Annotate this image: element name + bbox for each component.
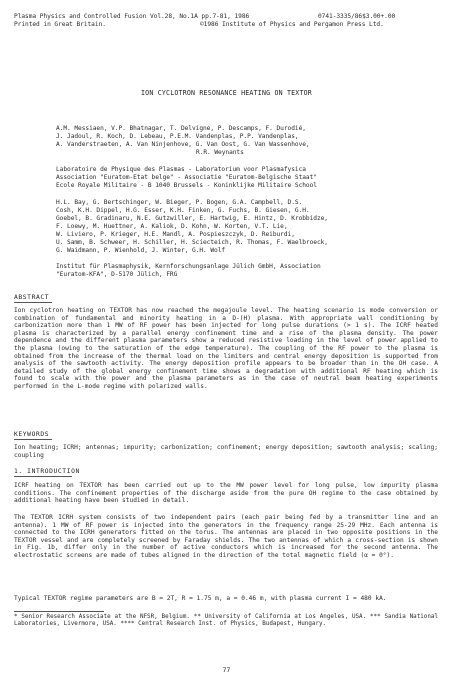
authors-group-2-line: H.L. Bay, G. Bertschinger, W. Bieger, P. Bogen, G.A. Campbell, D.S. [56,199,303,206]
authors-group-2-line: Cosh, K.H. Dippel, H.G. Esser, K.H. Finken, G. Fuchs, B. Giesen, G.H. [56,207,310,214]
authors-group-1-line: R.R. Weynants [196,149,244,156]
affiliation-2-line: Institut für Plasmaphysik, Kernforschungsanlage Jülich GmbH, Association [56,263,321,270]
authors-group-2-line: W. Liviero, P. Krieger, H.E. Mandl, A. Pospieszczyk, D. Reiburdi, [56,231,295,238]
abstract-heading-underline [14,302,52,303]
introduction-heading: 1. INTRODUCTION [14,468,80,475]
keywords-body: Ion heating; ICRH; antennas; impurity; carbonization; confinement; energy deposition; sawtooth analysis; scaling; coupling [14,444,438,459]
header-copyright: ©1986 Institute of Physics and Pergamon Press Ltd. [200,21,384,28]
authors-group-2-line: G. Waidmann, P. Wienhold, J. Winter, G.H. Wolf [56,247,226,254]
page-number: 77 [222,666,231,674]
authors-group-1-line: A.M. Messiaen, V.P. Bhatnagar, T. Delvigne, P. Descamps, F. Durodié, [56,125,306,132]
authors-group-2-line: F. Loewy, M. Huettner, A. Kaliok, D. Kohn, W. Korten, V.T. Lie, [56,223,288,230]
affiliation-1-line: Laboratoire de Physique des Plasmas - Laboratorium voor Plasmafysica [56,166,306,173]
introduction-paragraph-3: Typical TEXTOR regime parameters are B = 2T, R = 1.75 m, a = 0.46 m, with plasma current I = 480 kA. [14,595,387,602]
affiliation-1-line: Ecole Royale Militaire - B 1040 Brussels - Koninklijke Militaire School [56,182,317,189]
affiliation-1-line: Association "Euratom-Etat belge" - Associatie "Euratom-Belgische Staat" [56,174,317,181]
footnote-text: * Senior Research Associate at the NFSR, Belgium. ** University of California at Los Angeles, USA. *** Sandia National Laboratories, Livermore, USA. **** Central Research Inst. of Physics, Budapest, Hungary. [14,614,438,627]
authors-group-1-line: J. Jadoul, R. Koch, D. Lebeau, P.E.M. Vandenplas, P.P. Vandenplas, [56,133,299,140]
abstract-heading: ABSTRACT [14,294,50,301]
keywords-heading-underline [14,439,52,440]
footnote-separator [14,611,104,612]
authors-group-2-line: Goebel, B. Gradinaru, N.E. Gutzwiller, E. Hartwig, E. Hintz, D. Krobbidze, [56,215,328,222]
introduction-heading-underline [14,476,72,477]
affiliation-2-line: "Euratom-KFA", D-5170 Jülich, FRG [56,271,178,278]
keywords-heading: KEYWORDS [14,431,50,438]
introduction-paragraph-2: The TEXTOR ICRH system consists of two independent pairs (each pair being fed by a transmitter line and an antenna). 1 MW of RF power is injected into the generators in the frequency range 25-29 MHz. Each antenna is connected to the ICRH generators fitted on the torus. The antennas are placed in two opposite positions in the TEXTOR vessel and are completely screened by Faraday shields. The two antennas of which a cross-section is shown in Fig. 1b, differ only in the number of active conductors which is increased for the second antenna. The electrostatic screens are made of tubes aligned in the direction of the total magnetic field (α = 0°). [14,514,438,559]
header-journal-line: Plasma Physics and Controlled Fusion Vol.28, No.1A pp.7-81, 1986 [14,13,250,20]
authors-group-1-line: A. Vanderstraeten, A. Van Ninjenhove, G. Van Oost, G. Van Wassenhove, [56,141,310,148]
paper-title: ION CYCLOTRON RESONANCE HEATING ON TEXTOR [141,89,312,97]
header-issn: 0741-3335/86$3.00+.00 [318,13,396,20]
header-printed: Printed in Great Britain. [14,21,106,28]
introduction-paragraph-1: ICRF heating on TEXTOR has been carried out up to the MW power level for long pulse, low impurity plasma conditions. The confinement properties of the discharge aside from the pure OH regime to the case obtained by additional heating have been studied in detail. [14,482,438,505]
authors-group-2-line: U. Samm, B. Schweer, H. Schiller, H. Sciecteich, R. Thomas, F. Waelbroeck, [56,239,328,246]
abstract-body: Ion cyclotron heating on TEXTOR has now reached the megajoule level. The heating scenario is mode conversion or combination of fundamental and minority heating in a D-(H) plasma. With appropriate wall conditioning by carbonization more than 1 MW of RF power has been injected for long pulse durations (> 1 s). The ICRF heated plasma is characterized by a parallel energy confinement time and a rise of the plasma density. The power dependence and the different plasma parameters show a reduced resistive loading in the level of power applied to the plasma (owing to the saturation of the edge temperature). The coupling of the RF power to the plasma is obtained from the increase of the thermal load on the limiters and central energy deposition is supported from analysis of the sawtooth activity. The energy deposition profile appears to be broader than in the OH case. A detailed study of the global energy confinement time shows a degradation with additional RF heating which is found to scale with the power and the plasma parameters as in the case of neutral beam heating experiments performed in the L-mode regime with polarized walls. [14,307,438,390]
